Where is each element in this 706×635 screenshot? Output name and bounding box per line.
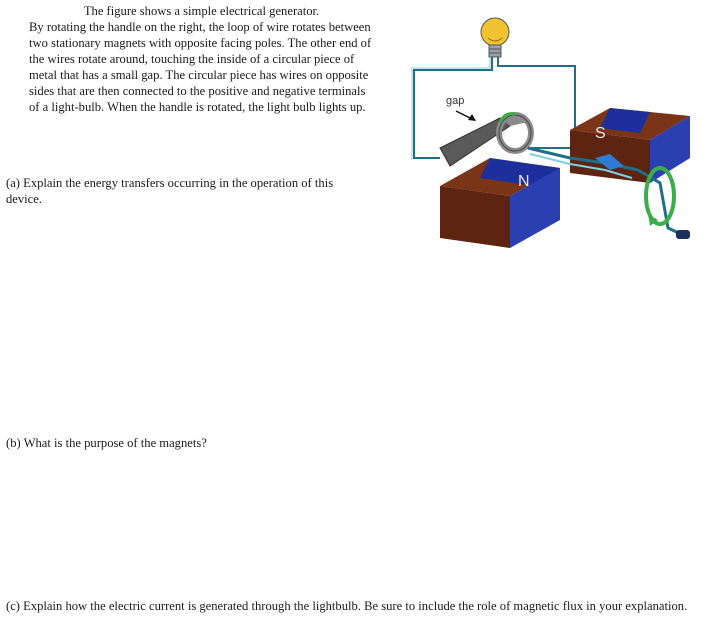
- intro-paragraph: [29, 4, 374, 116]
- question-b: (b) What is the purpose of the magnets?: [6, 436, 207, 450]
- circuit-wires: [412, 57, 575, 160]
- gap-arrow-icon: [456, 111, 476, 121]
- shaft: [440, 112, 528, 166]
- generator-figure: [400, 8, 700, 250]
- intro-title: The figure shows a simple electrical generator.: [83, 4, 320, 18]
- question-a: (a) Explain the energy transfers occurring in the operation of this device.: [6, 176, 334, 206]
- south-pole-label: S: [595, 125, 606, 142]
- north-pole-label: N: [518, 173, 530, 190]
- intro-body: By rotating the handle on the right, the loop of wire rotates between two stationary magnets with opposite facing poles. The other end of the wires rotate around, touching the inside of a circular piece of metal that has a small gap. The circular piece has wires on opposite sides that are then connected to the positive and negative terminals of a light-bulb. When the handle is rotated, the light bulb lights up.: [29, 19, 372, 114]
- north-magnet: [440, 158, 560, 248]
- gap-label: gap: [446, 95, 465, 107]
- south-magnet: [570, 108, 690, 183]
- question-c: (c) Explain how the electric current is generated through the lightbulb. Be sure to include the role of magnetic flux in your explanation.: [6, 599, 688, 613]
- light-bulb-icon: [481, 18, 509, 57]
- generator-diagram: [400, 8, 700, 250]
